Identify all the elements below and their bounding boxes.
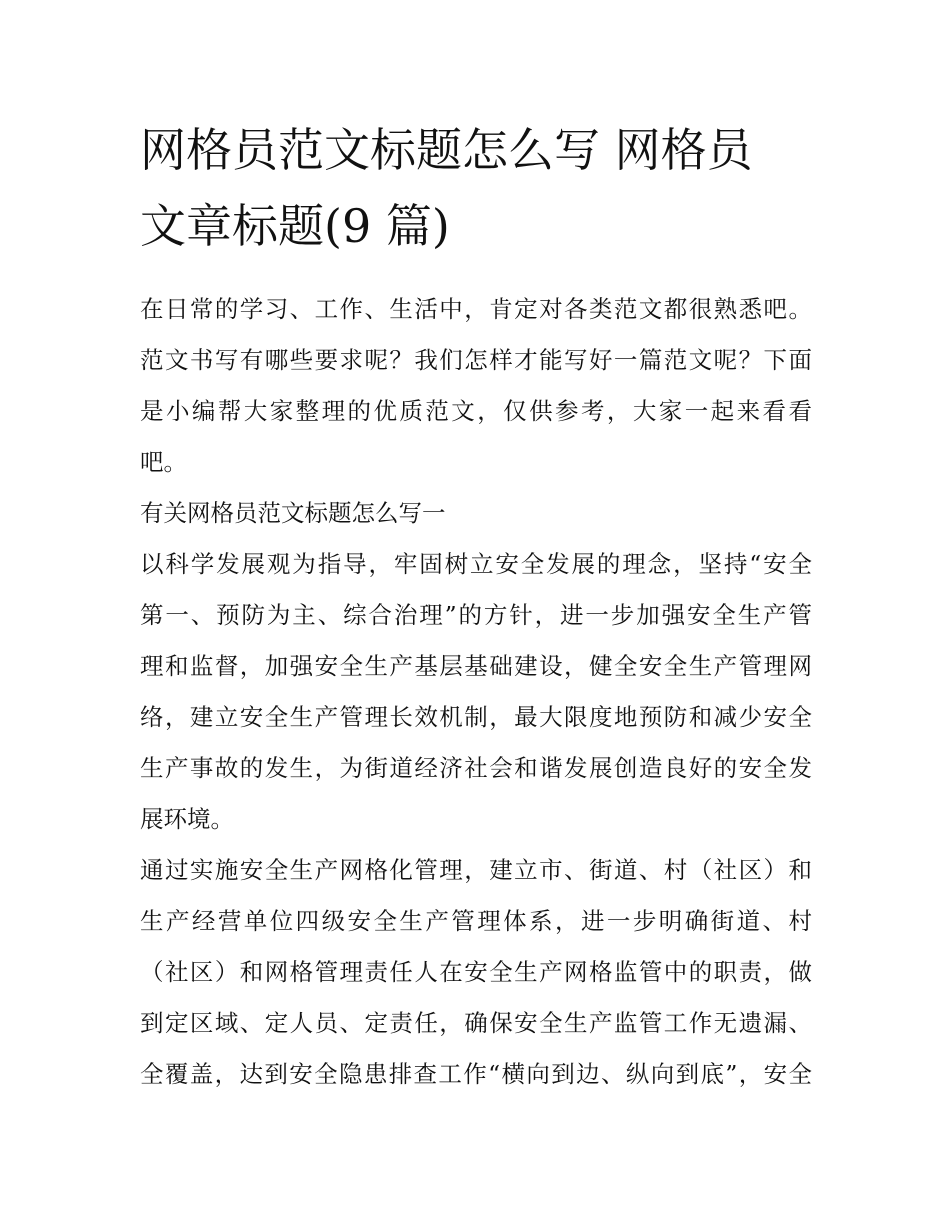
- text-line: 展环境。: [140, 805, 234, 833]
- text-line: 第一、预防为主、综合治理”的方针，进一步加强安全生产管: [140, 601, 812, 629]
- document-page: [140, 112, 812, 1100]
- body-paragraph: [140, 539, 812, 845]
- text-line: 有关网格员范文标题怎么写一: [140, 499, 446, 527]
- text-line: 通过实施安全生产网格化管理，建立市、街道、村（社区）和: [140, 856, 812, 884]
- title-line: 文章标题(9 篇): [140, 199, 450, 253]
- intro-paragraph: [140, 284, 812, 488]
- text-line: 到定区域、定人员、定责任，确保安全生产监管工作无遗漏、: [140, 1009, 812, 1037]
- text-line: 生产事故的发生，为街道经济社会和谐发展创造良好的安全发: [140, 754, 812, 782]
- document-body: [140, 284, 812, 1100]
- text-line: 生产经营单位四级安全生产管理体系，进一步明确街道、村: [140, 907, 812, 935]
- title-line: 网格员范文标题怎么写 网格员: [140, 123, 753, 177]
- text-line: 是小编帮大家整理的优质范文，仅供参考，大家一起来看看: [140, 397, 812, 425]
- text-line: 全覆盖，达到安全隐患排查工作“横向到边、纵向到底”，安全: [140, 1060, 812, 1088]
- section-heading: [140, 488, 812, 539]
- text-line: 理和监督，加强安全生产基层基础建设，健全安全生产管理网: [140, 652, 812, 680]
- text-line: 络，建立安全生产管理长效机制，最大限度地预防和减少安全: [140, 703, 812, 731]
- text-line: 以科学发展观为指导，牢固树立安全发展的理念，坚持“安全: [140, 550, 812, 578]
- body-paragraph: [140, 845, 812, 1100]
- text-line: 在日常的学习、工作、生活中，肯定对各类范文都很熟悉吧。: [140, 295, 812, 323]
- text-line: 吧。: [140, 448, 187, 476]
- text-line: 范文书写有哪些要求呢？我们怎样才能写好一篇范文呢？下面: [140, 346, 812, 374]
- document-title: [140, 112, 812, 264]
- text-line: （社区）和网格管理责任人在安全生产网格监管中的职责，做: [140, 958, 812, 986]
